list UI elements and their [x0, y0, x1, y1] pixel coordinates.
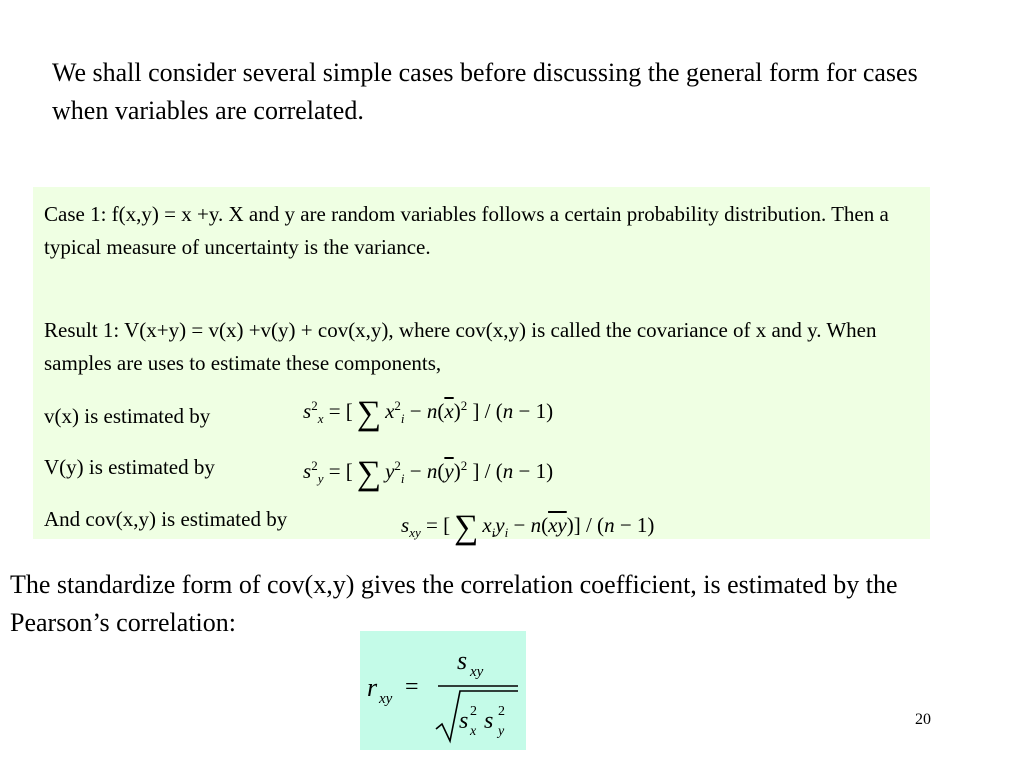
- svg-text:xy: xy: [379, 691, 393, 707]
- result1-text: Result 1: V(x+y) = v(x) +v(y) + cov(x,y), where cov(x,y) is called the covariance of x and y. When samples are uses to estimate these components,: [44, 318, 877, 375]
- svg-text:r: r: [367, 673, 378, 702]
- svg-text:xy: xy: [470, 664, 484, 680]
- vx-label: v(x) is estimated by: [44, 404, 211, 428]
- intro-text: We shall consider several simple cases before discussing the general form for cases when variables are correlated.: [52, 58, 918, 125]
- svg-text:x: x: [470, 724, 477, 739]
- case-box: [33, 187, 930, 546]
- vx-formula: $s^2_x$ = [ ∑ $x^2_i - n(\overline{x})^2$ ] / (n − 1): [303, 395, 554, 432]
- vy-label: V(y) is estimated by: [44, 455, 215, 479]
- svg-text:2: 2: [498, 704, 505, 719]
- svg-text:y: y: [498, 724, 505, 739]
- case1-text: Case 1: f(x,y) = x +y. X and y are random variables follows a certain probability distribution. Then a typical measure of uncertainty is the variance.: [44, 202, 889, 259]
- svg-text:2: 2: [470, 704, 477, 719]
- vy-formula: $s^2_y$ = [ ∑ $y^2_i - n(\overline{y})^2$ ] / (n − 1): [303, 455, 554, 492]
- cov-formula: $s_{xy}$ = [ ∑ $x_iy_i - n(\overline{xy})] / (n - 1)$: [401, 509, 655, 546]
- slide-number: 20: [915, 711, 931, 728]
- svg-text:s: s: [457, 646, 468, 675]
- correlation-text: The standardize form of cov(x,y) gives the correlation coefficient, is estimated by the Pearson’s correlation:: [10, 570, 898, 637]
- svg-text:s: s: [459, 708, 469, 734]
- correlation-formula: [360, 631, 526, 750]
- correlation-formula-box: [360, 631, 526, 750]
- svg-text:=: =: [405, 674, 419, 700]
- svg-text:s: s: [484, 708, 494, 734]
- cov-label: And cov(x,y) is estimated by: [44, 507, 288, 531]
